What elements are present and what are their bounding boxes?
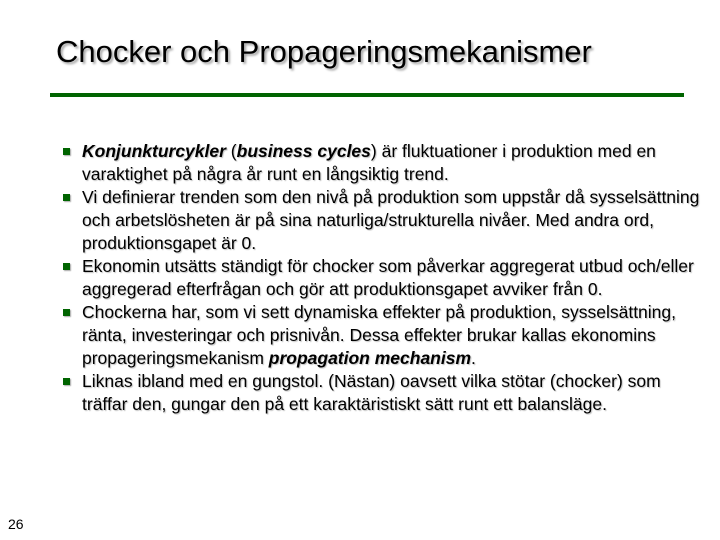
bullet-term-english: propagation mechanism (268, 348, 472, 368)
square-bullet-icon (63, 378, 70, 385)
bullet-text: ) är fluktuationer i produktion med en varaktighet på några år runt en långsiktig trend. (82, 141, 656, 184)
square-bullet-icon (63, 194, 70, 201)
bullet-text: Chockerna har, som vi sett dynamiska effekter på produktion, sysselsättning, ränta, investeringar och prisnivån. Dessa effekter brukar kallas ekonomins propageringsmekanism (82, 302, 677, 368)
page-number: 26 (8, 516, 24, 532)
bullet-term: Konjunkturcykler (82, 141, 226, 161)
bullet-text: Liknas ibland med en gungstol. (Nästan) oavsett vilka stötar (chocker) som träffar den, gungar den på ett karaktäristiskt sätt runt ett balansläge. (82, 371, 661, 414)
bullet-item (64, 301, 704, 370)
square-bullet-icon (63, 263, 70, 270)
bullet-item (64, 370, 704, 416)
slide-title: Chocker och Propageringsmekanismer (56, 34, 592, 69)
bullet-item (64, 255, 704, 301)
bullet-item (64, 140, 704, 186)
bullet-text: ( (225, 141, 237, 161)
bullet-text: Vi definierar trenden som den nivå på produktion som uppstår då sysselsättning och arbetslösheten är på sina naturliga/strukturella nivåer. Med andra ord, produktionsgapet är 0. (82, 187, 700, 253)
bullet-term-english: business cycles (236, 141, 371, 161)
square-bullet-icon (63, 148, 70, 155)
bullet-text: Ekonomin utsätts ständigt för chocker som påverkar aggregerat utbud och/eller aggregerad efterfrågan och gör att produktionsgapet avviker från 0. (82, 256, 694, 299)
title-divider (50, 93, 684, 97)
bullet-list (64, 140, 704, 416)
bullet-text: . (471, 348, 476, 368)
square-bullet-icon (63, 309, 70, 316)
bullet-item (64, 186, 704, 255)
